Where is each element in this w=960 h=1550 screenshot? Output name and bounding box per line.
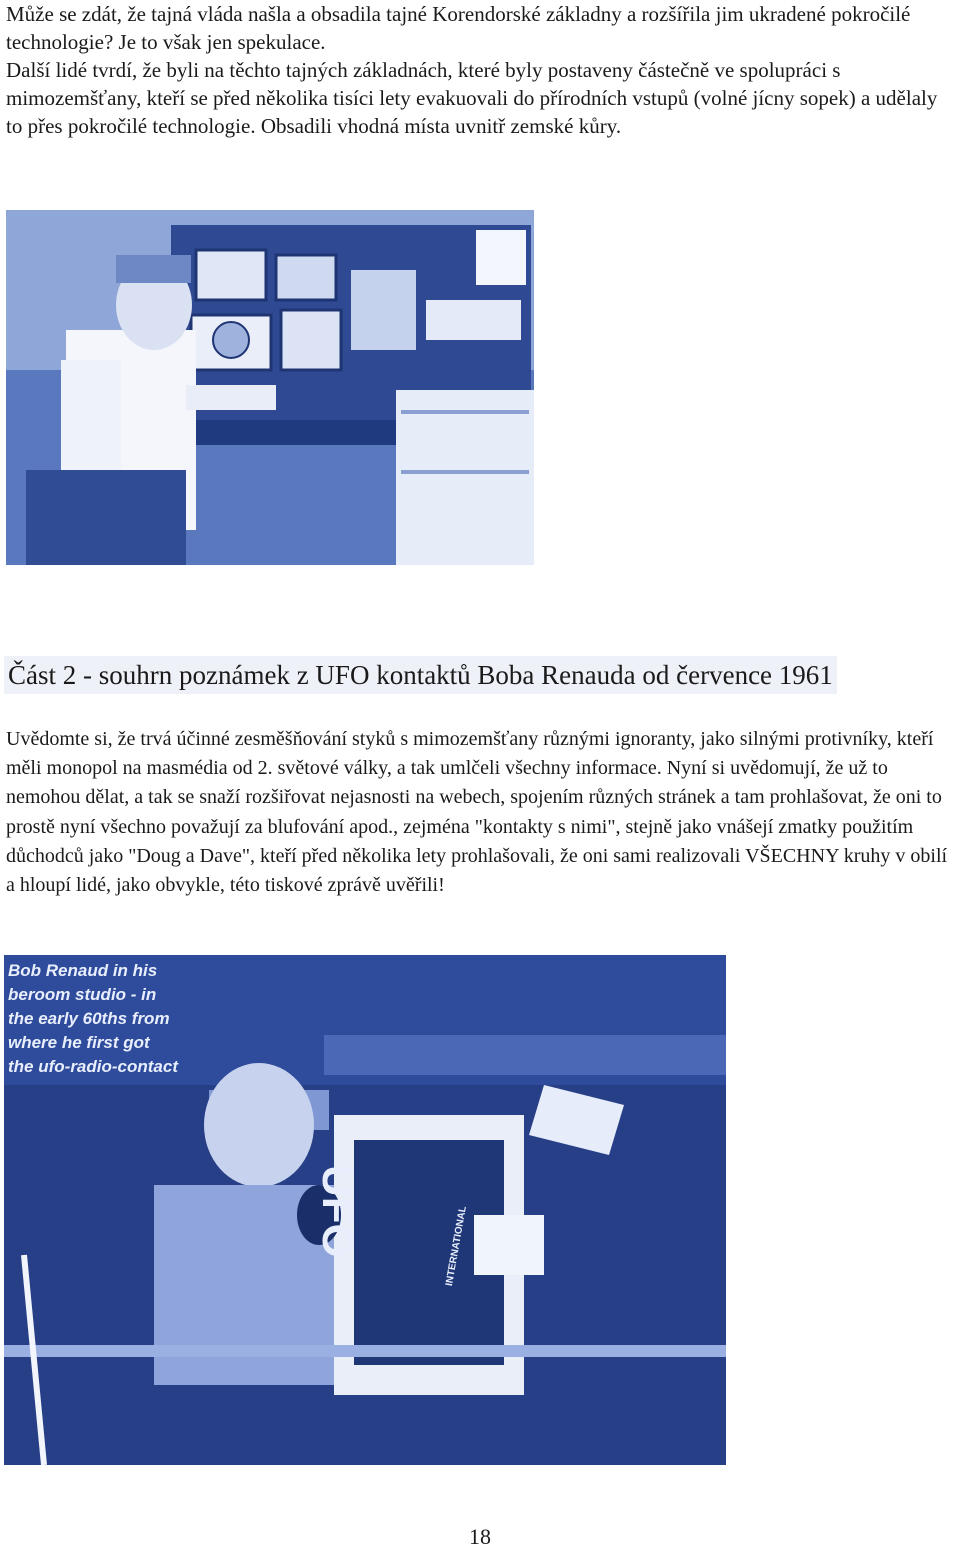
equipment-photo-illustration [6, 210, 534, 616]
page-number: 18 [469, 1524, 491, 1549]
intro-paragraph: Může se zdát, že tajná vláda našla a obsadila tajné Korendorské základny a rozšířila jim ukradené pokročilé technologie? Je to však jen spekulace. Další lidé tvrdí, že byli na těchto tajných základnách, které byly postaveny částečně ve spolupráci s mimozemšťany, kteří se před několika tisíci lety evakuovali do přírodních vstupů (volné jícny sopek) a udělaly to přes pokročilé technologie. Obsadili vhodná místa uvnitř zemské kůry. [6, 2, 938, 138]
section-heading: Část 2 - souhrn poznámek z UFO kontaktů Boba Renauda od července 1961 [4, 656, 837, 694]
ufo-sign-subtext: INTERNATIONAL [444, 1205, 469, 1287]
bob-renaud-studio-photo [4, 955, 726, 1465]
studio-photo-caption: Bob Renaud in his beroom studio - in the early 60ths from where he first got the ufo-radio-contact [8, 961, 178, 1076]
bob-renaud-equipment-photo [6, 210, 534, 616]
section-paragraph: Uvědomte si, že trvá účinné zesměšňování styků s mimozemšťany různými ignoranty, jako silnými protivníky, kteří měli monopol na masmédia od 2. světové války, a tak umlčeli všechny informace. Nyní si uvědomují, že už to nemohou dělat, a tak se snaží rozšiřovat nejasnosti na webech, spojením různých stránek a tam prohlašovat, že oni to prostě nyní všechno považují za blufování apod., zejména "kontakty s nimi", stejně jako vnášejí zmatky použitím důchodců jako "Doug a Dave", kteří před několika lety prohlašovali, že oni sami realizovali VŠECHNY kruhy v obilí a hloupí lidé, jako obvykle, této tiskové zprávě uvěřili! [6, 728, 948, 897]
ufo-sign-text: UFO [313, 1165, 362, 1258]
